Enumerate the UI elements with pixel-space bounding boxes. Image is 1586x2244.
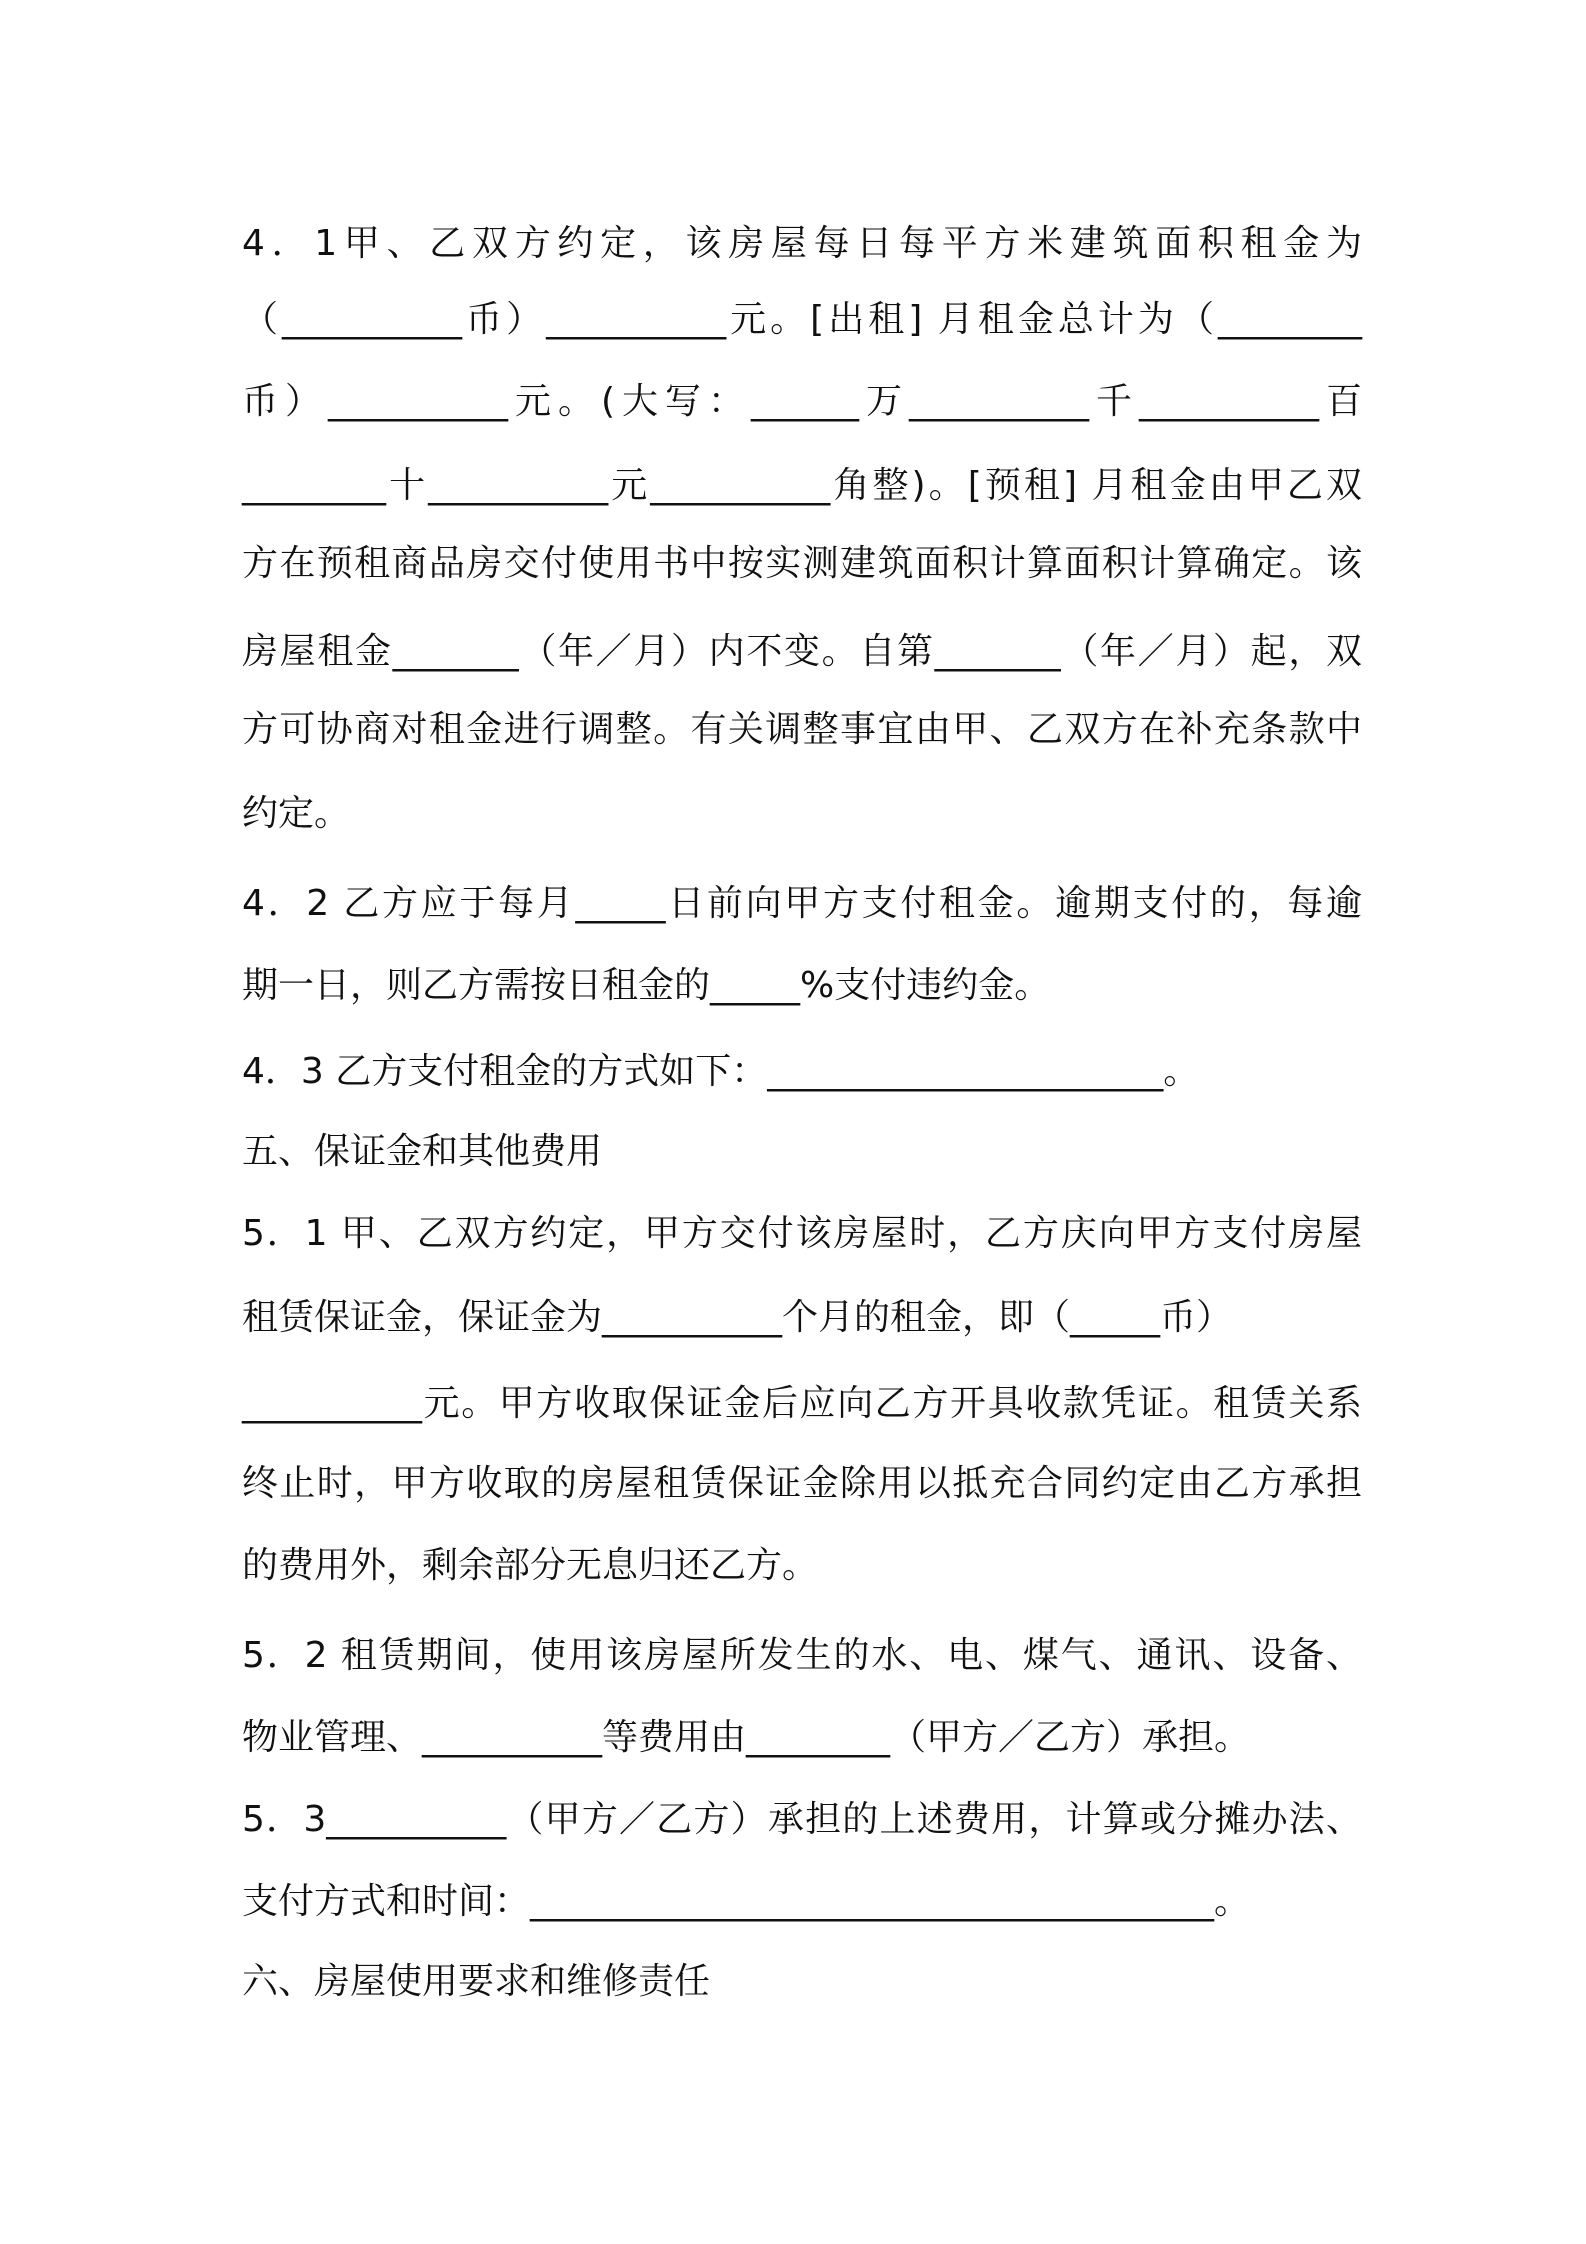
text-line: 4．1甲、乙双方约定，该房屋每日每平方米建筑面积租金为 [242, 223, 1362, 264]
text-line: 币）__________元。(大写：______万__________千__________百 [242, 381, 1362, 422]
text-line: 5．2 租赁期间，使用该房屋所发生的水、电、煤气、通讯、设备、 [242, 1635, 1362, 1676]
text-line: 4．2 乙方应于每月_____日前向甲方支付租金。逾期支付的，每逾 [242, 883, 1362, 924]
text-line: 期一日，则乙方需按日租金的_____%支付违约金。 [242, 965, 1051, 1006]
text-line: 支付方式和时间：______________________________________。 [242, 1881, 1251, 1922]
text-line: 4．3 乙方支付租金的方式如下：______________________。 [242, 1051, 1200, 1092]
text-line: 房屋租金_______（年／月）内不变。自第_______（年／月）起，双 [242, 631, 1362, 672]
text-line: 物业管理、__________等费用由________（甲方／乙方）承担。 [242, 1717, 1251, 1758]
text-line: 5．3__________（甲方／乙方）承担的上述费用，计算或分摊办法、 [242, 1799, 1362, 1840]
text-line: 方在预租商品房交付使用书中按实测建筑面积计算面积计算确定。该 [242, 543, 1362, 584]
text-line: __________元。甲方收取保证金后应向乙方开具收款凭证。租赁关系 [242, 1383, 1362, 1424]
text-line: 终止时，甲方收取的房屋租赁保证金除用以抵充合同约定由乙方承担 [242, 1463, 1362, 1504]
text-line: 方可协商对租金进行调整。有关调整事宜由甲、乙双方在补充条款中 [242, 709, 1362, 750]
text-line: （__________币）__________元。[出租] 月租金总计为（________ [242, 299, 1362, 340]
text-line: 的费用外，剩余部分无息归还乙方。 [242, 1545, 819, 1586]
section-heading: 六、房屋使用要求和维修责任 [242, 1961, 711, 2002]
text-line: ________十__________元__________角整)。[预租] 月租金由甲乙双 [242, 465, 1362, 506]
text-line: 租赁保证金，保证金为__________个月的租金，即（_____币） [242, 1297, 1233, 1338]
text-line: 约定。 [242, 793, 351, 834]
text-line: 5．1 甲、乙双方约定，甲方交付该房屋时，乙方庆向甲方支付房屋 [242, 1213, 1362, 1254]
section-heading: 五、保证金和其他费用 [242, 1131, 603, 1172]
